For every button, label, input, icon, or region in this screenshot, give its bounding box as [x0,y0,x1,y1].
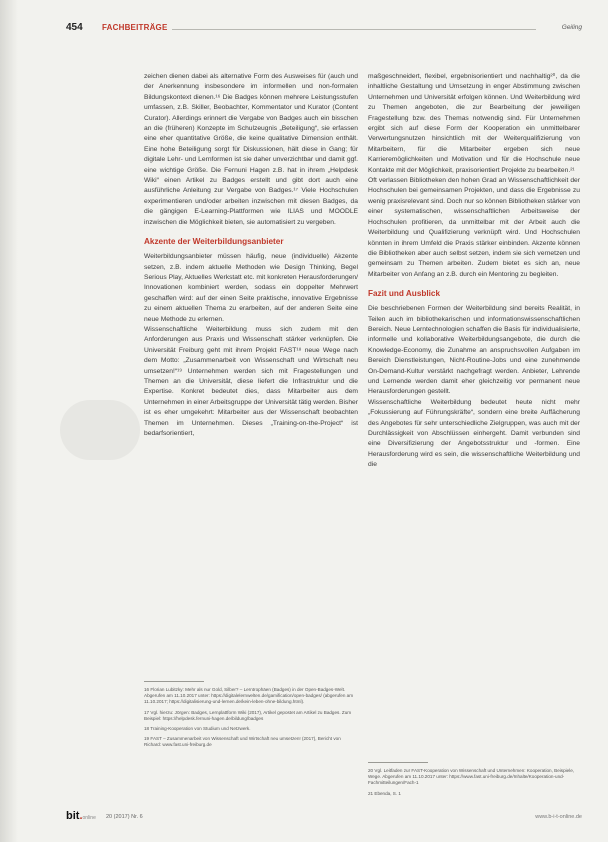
page-header [66,20,582,40]
footnote: 20 Vgl. Leitfaden zur FAST-Kooperation von Wissenschaft und Unternehmen: Kooperation, Beispiele, Wege. Abgerufen am 11.10.2017 unter: https://www.fast.uni-freiburg.de/Inhalte/Kooperation-und-Fachmitteilungen/Fach-1 [368,768,575,786]
footnote: 21 Ebenda, S. 1 [368,790,401,796]
issue-number: 20 (2017) Nr. 6 [106,814,143,820]
logo-suffix: online [82,815,96,821]
body-paragraph: Weiterbildungsanbieter müssen häufig, neue (individuelle) Akzente setzen, z.B. indem aktuelle Methoden wie Design Thinking, Begel Serious Play, Aktuelles Werkstatt etc. mit konkreten Herausforderungen/ Innovationen kombiniert werden, sodass ein doppelter Mehrwert geschaffen wird: auf der einen Seite praktische, innovative Ergebnisse zu einem aktuellen Thema zu erarbeiten, auf der anderen Seite eine neue Methode zu erlernen. [144,253,358,323]
website-link[interactable]: www.b-i-t-online.de [535,814,582,820]
footnote: 17 Vgl. hierzu: Jörgen: Badges, Lernplattform Wiki (2017), Artikel gepostet am Artikel zu Badges. Zum Beispiel: https://helpdesk.fernuni-hagen.de/bildung/badges [144,709,352,721]
body-paragraph: zeichen dienen dabei als alternative Form des Ausweises für (auch und der Anerkennung insbesondere im informellen und non-formalen Bildungskontext dienen.¹⁶ Die Badges können mehrere Leistungsstufen umfassen, z.B. Skiller, Beobachter, Kommentator und Kurator (Content Curator). Allerdings erinnert die Vergabe von Badges auch ein bisschen an die (früheren) Konzepte im Schulzeugnis „Beteiligung“, sie erfassen eine eher quantitative Größe, die keine qualitative Dimension enthält. Eine hohe Beteiligung sorgt für Diskussionen, hält diese in Gang; für digitale Lehr- und Lernformen ist sie daher unverzichtbar und damit ggf. eine wichtige Größe. Die Fernuni Hagen z.B. hat in ihrem „Helpdesk Wiki“ einen Artikel zu Badges erstellt und gibt dort auch eine ausführliche Anleitung zur Vergabe von Badges.¹⁷ Viele Hochschulen experimentieren und/oder arbeiten inzwischen mit diesen Badges, da die gängigen E-Learning-Plattformen wie ILIAS und MOODLE inzwischen die Möglichkeit bieten, sie automatisiert zu vergeben. [144,73,358,226]
footnotes-right [368,768,580,801]
body-paragraph: Die beschriebenen Formen der Weiterbildung sind bereits Realität, in Teilen auch im bibliothekarischen und informationswissenschaftlichen Bereich. Neue Lerntechnologien schaffen die Basis für individualisierte, informelle und kollaborative Weiterbildungsangebote, die durch die Knowledge-Economy, die Zunahme an anspruchsvollen Aufgaben im Bereich Dienstleistungen, Nicht-Routine-Jobs und eine zunehmende On-Demand-Kultur verstärkt nachgefragt werden. Anbieter, Lehrende und Lernende werden damit eher gleichzeitig vor permanent neue Herausforderungen gestellt. [368,305,580,396]
left-column [144,72,358,439]
footnote-rule-right [368,762,428,763]
footnote-rule-left [144,681,204,682]
section-heading: Akzente der Weiterbildungsanbieter [144,237,284,247]
bit-online-logo [66,810,96,822]
body-paragraph: Wissenschaftliche Weiterbildung bedeutet heute nicht mehr „Fokussierung auf Führungskräfte“, sondern eine breite Auffächerung des Angebotes für sehr unterschiedliche Zielgruppen, was auch mit der Durchlässigkeit von Abschlüssen einhergeht. Damit verbunden sind eine Diversifizierung der Angebotsstruktur und -formen. Eine Herausforderung wird es sein, die wissenschaftliche Weiterbildung und die [368,398,580,469]
body-paragraph: maßgeschneidert, flexibel, ergebnisorientiert und nachhaltig²⁰, da die inhaltliche Gestaltung und Umsetzung in enger Abstimmung zwischen Unternehmen und Universität erfolgen können. Und Weiterbildung wird zu Themen angeboten, die zur Bearbeitung der jeweiligen Fragestellung bzw. des Themas notwendig sind. Für Unternehmen ergibt sich auf diese Form der Kooperation ein unmittelbarer Verwertungsnutzen hinsichtlich mit der Weiterqualifizierung von Mitarbeitern, für die Mitarbeiter ergeben sich neue Karrieremöglichkeiten und Motivation und für die Hochschule neue Kontakte mit der Möglichkeit, praxisorientiert Projekte zu bearbeiten.²¹ [368,73,580,174]
page-footer [66,810,582,828]
header-author: Geiling [561,24,582,31]
section-heading: Fazit und Ausblick [368,289,441,299]
footnote: 16 Florian Lubitzky: Mehr als nur Gold, Silber? – Lerntrophäen (Badges) in der Open-Badges-Welt. Abgerufen am 11.10.2017 unter: https://digitalelernwelten.de/gamification/open-badges/ (abgerufen am 11.10.2017; https://digitalisierung-und-lernen.de/kein-leben-ohne-bildung.html). [144,687,354,705]
section-title: FACHBEITRÄGE [102,23,168,32]
footnote: 19 FAST – Zusammenarbeit von Wissenschaft und Wirtschaft neu umsetzen! (2017), Bericht von Richard: www.fast.uni-freiburg.de [144,736,341,748]
logo-main: bit [66,810,80,822]
logo-dot: . [79,810,83,822]
page-number: 454 [66,22,83,33]
right-column [368,72,580,471]
header-rule [172,29,536,30]
footnote: 18 Training-Kooperation von Studium und Netzwerk. [144,726,251,732]
footnotes-left [144,687,358,753]
body-paragraph: Oft verlassen Bibliotheken den hohen Grad an Wissenschaftlichkeit der Hochschulen bei gemeinsamen Projekten, und dass die Ergebnisse zu wenig praxisrelevant sind. Doch nur so können Bibliotheken stärker von einer systematischen, wissenschaftlichen Arbeitsweise der Hochschulen profitieren, da unmittelbar mit der Arbeit auch die Weiterbildung und Qualifizierung verknüpft wird. Und Hochschulen könnten in ihrem Umfeld die Praxis stärker einbinden. Akzente können die Bibliotheken aber auch selbst setzen, indem sie sich vernetzen und gemeinsam zu Themen arbeiten. Zudem bietet es sich an, neue Mitarbeiter von Anfang an z.B. durch ein Mentoring zu begleiten. [368,177,580,278]
background-watermark [60,400,140,460]
body-paragraph: Wissenschaftliche Weiterbildung muss sich zudem mit den Anforderungen aus Praxis und Wissenschaft stärker verknüpfen. Die Universität Freiburg geht mit ihrem Projekt FAST¹⁸ neue Wege nach dem Motto: „Zusammenarbeit von Wissenschaft und Wirtschaft neu umsetzen!“¹⁹ Unternehmen werden sich mit Fragestellungen und Themen an die Universität, diese liefert die Infrastruktur und die Expertise. Konkret bedeutet dies, dass Mitarbeiter aus dem Unternehmen in einer Arbeitsgruppe der Universität tätig werden. Bisher ist es eher umgekehrt: Mitarbeiter aus der Wissenschaft beobachten Themen im Unternehmen. Dieses „Training-on-the-Project“ ist bedarfsorientiert, [144,325,358,437]
